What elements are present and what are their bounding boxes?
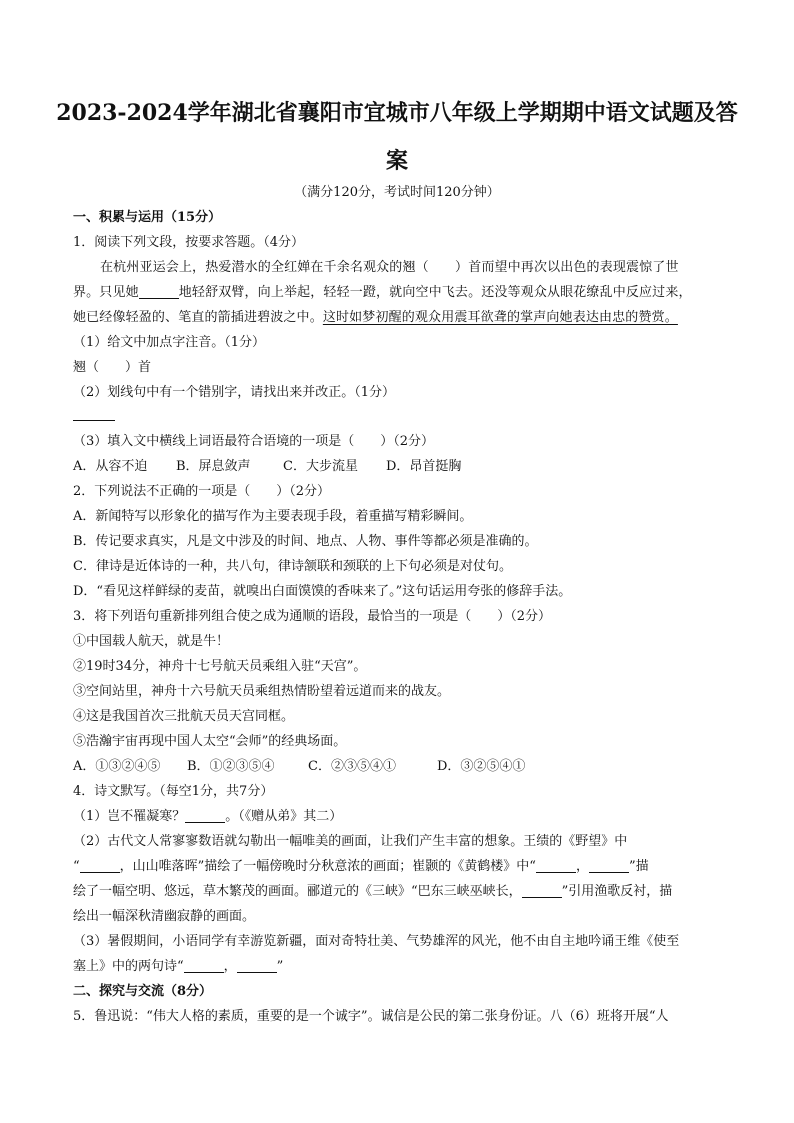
question-3-stem: 3．将下列语句重新排列组合使之成为通顺的语段，最恰当的一项是（ ）（2分） — [73, 609, 552, 624]
sub-2-text: 绘了一幅空明、悠远，草木繁茂的画面。郦道元的《三峡》“巴东三峡巫峡长， — [73, 884, 522, 899]
question-4-sub-2-line-2 — [73, 858, 734, 876]
fill-blank[interactable] — [80, 858, 120, 873]
sentence-5: ⑤浩瀚宇宙再现中国人太空“会师”的经典场面。 — [73, 734, 347, 749]
sub-2-text-end: ”引用渔歌反衬，描 — [561, 884, 673, 899]
option-d: D．③②⑤④① — [437, 759, 526, 774]
quote-open: “ — [73, 859, 80, 874]
question-1-sub-1: （1）给文中加点字注音。（1分） — [73, 335, 266, 350]
question-4-sub-3-line-1: （3）暑假期间，小语同学有幸游览新疆，面对奇特壮美、气势雄浑的风光，他不由自主地吟诵王维《使至 — [73, 934, 680, 949]
passage-line-2-start: 界。只见她 — [73, 285, 139, 300]
fill-blank[interactable] — [185, 808, 225, 823]
sub-3-text: 塞上》中的两句诗“ — [73, 959, 184, 974]
sentence-3: ③空间站里，神舟十六号航天员乘组热情盼望着远道而来的战友。 — [73, 684, 451, 699]
underlined-sentence: 这时如梦初醒的观众用震耳欲聋的掌声向她表达由忠的赞赏。 — [322, 310, 678, 325]
question-1-sub-2-answer — [73, 406, 734, 424]
answer-blank[interactable] — [73, 406, 115, 421]
question-2-option-c: C．律诗是近体诗的一种，共八句，律诗颔联和颈联的上下句必须是对仗句。 — [73, 559, 512, 574]
question-1-stem: 1．阅读下列文段，按要求答题。（4分） — [73, 235, 305, 250]
question-4-sub-2-line-4: 绘出一幅深秋清幽寂静的画面。 — [73, 909, 256, 924]
question-2-option-a: A．新闻特写以形象化的描写作为主要表现手段，着重描写精彩瞬间。 — [73, 509, 473, 524]
sub-1-text: （1）岂不罹凝寒？ — [73, 809, 186, 824]
section-2-heading: 二、探究与交流（8分） — [73, 984, 213, 999]
fill-blank[interactable] — [589, 858, 629, 873]
question-2-stem: 2．下列说法不正确的一项是（ ）（2分） — [73, 484, 331, 499]
page-title-line-1: 2023-2024学年湖北省襄阳市宜城市八年级上学期期中语文试题及答 — [56, 100, 738, 126]
question-1-sub-3: （3）填入文中横线上词语最符合语境的一项是（ ）（2分） — [73, 434, 435, 449]
sentence-1: ①中国载人航天，就是牛！ — [73, 634, 230, 649]
question-5-stem: 5．鲁迅说：“伟大人格的素质，重要的是一个诚字”。诚信是公民的第二张身份证。八（6）班将开展“人 — [73, 1009, 669, 1024]
question-1-sub-1-answer: 翘（ ）首 — [73, 360, 152, 375]
option-b: B．①②③⑤④ — [187, 759, 275, 774]
option-d: D．昂首挺胸 — [386, 459, 462, 474]
quote-close: ” — [276, 959, 284, 974]
question-4-sub-3-line-2 — [73, 958, 734, 976]
sentence-2: ②19时34分，神舟十七号航天员乘组入驻“天宫”。 — [73, 659, 367, 674]
option-c: C．大步流星 — [283, 459, 358, 474]
option-b: B．屏息敛声 — [176, 459, 251, 474]
fill-blank[interactable] — [522, 883, 562, 898]
sub-2-text: ，山山唯落晖”描绘了一幅傍晚时分秋意浓的画面；崔颢的《黄鹤楼》中“ — [119, 859, 536, 874]
question-4-stem: 4．诗文默写。（每空1分，共7分） — [73, 784, 274, 799]
sentence-4: ④这是我国首次三批航天员天宫同框。 — [73, 709, 295, 724]
comma: ， — [223, 959, 237, 974]
sub-1-source: 。（《赠从弟》其二） — [225, 809, 343, 824]
passage-line-3-start: 她已经像轻盈的、笔直的箭插进碧波之中。 — [73, 310, 323, 325]
fill-blank[interactable] — [139, 284, 179, 299]
option-a: A．从容不迫 — [73, 459, 148, 474]
question-4-sub-2-line-1: （2）古代文人常寥寥数语就勾勒出一幅唯美的画面，让我们产生丰富的想象。王绩的《野望》中 — [73, 834, 628, 849]
exam-subtitle: （满分120分，考试时间120分钟） — [294, 185, 500, 200]
passage-line-2 — [73, 284, 734, 302]
question-1-sub-2: （2）划线句中有一个错别字，请找出来并改正。（1分） — [73, 385, 396, 400]
fill-blank[interactable] — [184, 958, 224, 973]
question-3-options — [73, 758, 734, 776]
section-1-heading: 一、积累与运用（15分） — [73, 210, 222, 225]
fill-blank[interactable] — [237, 958, 277, 973]
question-4-sub-2-line-3 — [73, 883, 734, 901]
fill-blank[interactable] — [536, 858, 576, 873]
comma: ， — [575, 859, 589, 874]
option-a: A．①③②④⑤ — [73, 759, 161, 774]
sub-2-text-end: ”描 — [628, 859, 649, 874]
page-title-line-2: 案 — [385, 148, 408, 174]
passage-line-2-end: 地轻舒双臂，向上举起，轻轻一蹬，就向空中飞去。还没等观众从眼花缭乱中反应过来， — [178, 285, 692, 300]
passage-line-3 — [73, 309, 734, 327]
option-c: C．②③⑤④① — [308, 759, 396, 774]
question-2-option-d: D．“看见这样鲜绿的麦苗，就嗅出白面馍馍的香味来了。”这句话运用夸张的修辞手法。 — [73, 584, 572, 599]
question-2-option-b: B．传记要求真实，凡是文中涉及的时间、地点、人物、事件等都必须是准确的。 — [73, 534, 538, 549]
question-1-options — [73, 458, 734, 476]
passage-line-1: 在杭州亚运会上，热爱潜水的全红婵在千余名观众的翘（ ）首而望中再次以出色的表现震惊了世 — [100, 260, 679, 275]
question-4-sub-1 — [73, 808, 734, 826]
